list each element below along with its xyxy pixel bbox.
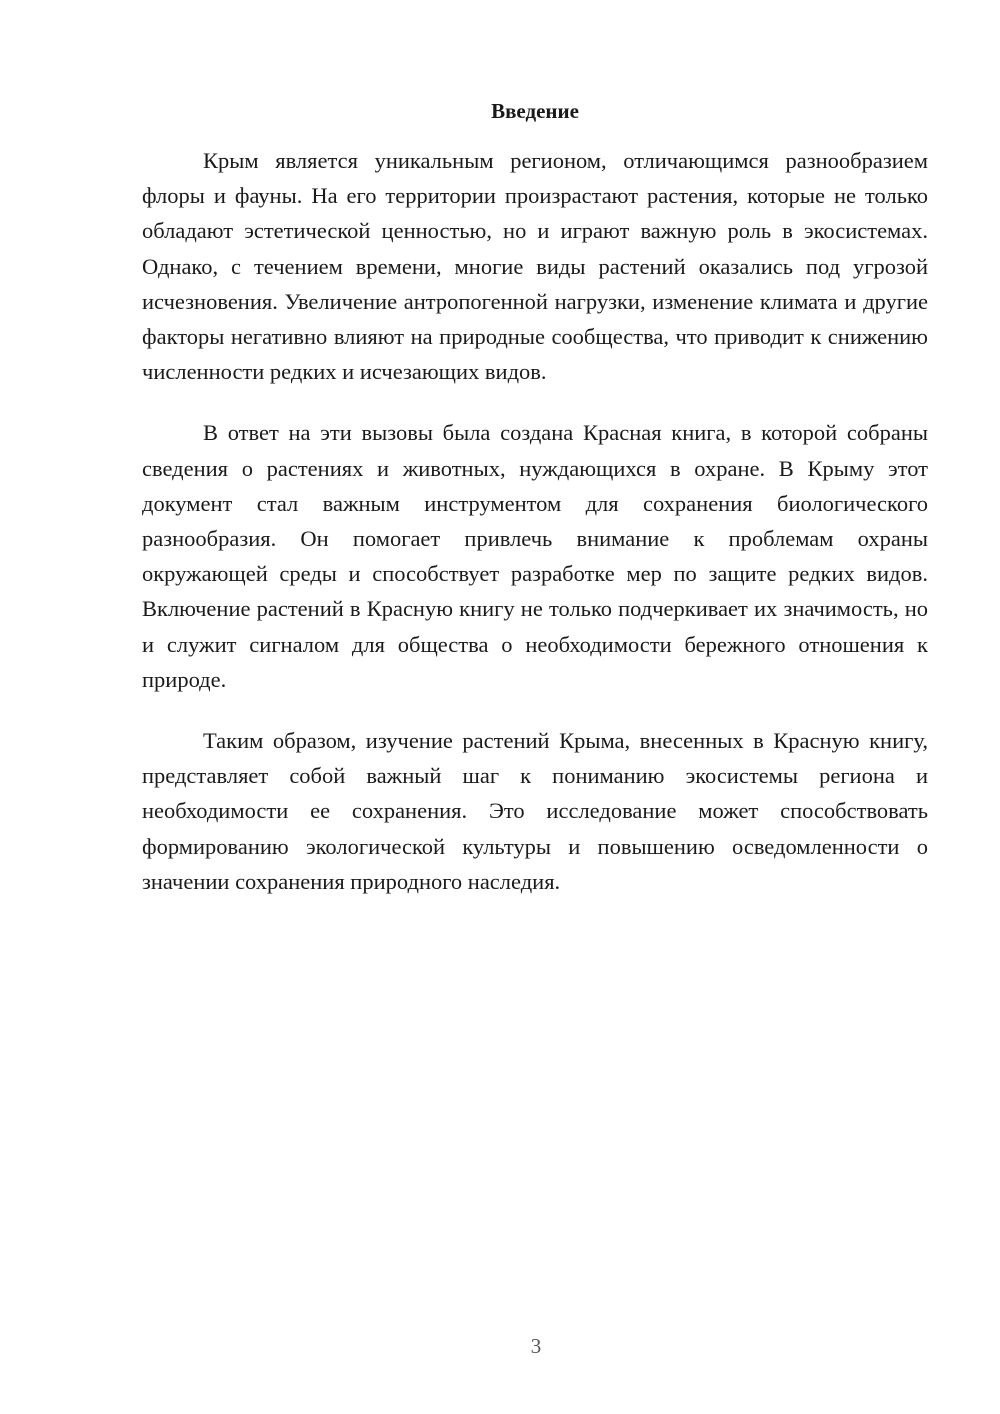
paragraph-2: В ответ на эти вызовы была создана Красная книга, в которой собраны сведения о растениях и животных, нуждающихся в охране. В Крыму этот документ стал важным инструментом для сохранения биологического разнообразия. Он помогает привлечь внимание к проблемам охраны окружающей среды и способствует разработке мер по защите редких видов. Включение растений в Красную книгу не только подчеркивает их значимость, но и служит сигналом для общества о необходимости бережного отношения к природе. <box>142 420 928 692</box>
paragraph-3: Таким образом, изучение растений Крыма, внесенных в Красную книгу, представляет собой важный шаг к пониманию экосистемы региона и необходимости ее сохранения. Это исследование может способствовать формированию экологической культуры и повышению осведомленности о значении сохранения природного наследия. <box>142 728 928 894</box>
paragraph-1: Крым является уникальным регионом, отличающимся разнообразием флоры и фауны. На его территории произрастают растения, которые не только обладают эстетической ценностью, но и играют важную роль в экосистемах. Однако, с течением времени, многие виды растений оказались под угрозой исчезновения. Увеличение антропогенной нагрузки, изменение климата и другие факторы негативно влияют на природные сообщества, что приводит к снижению численности редких и исчезающих видов. <box>142 148 928 385</box>
page-title: Введение <box>491 99 579 123</box>
page-number: 3 <box>530 1334 542 1358</box>
body-text <box>142 143 928 925</box>
